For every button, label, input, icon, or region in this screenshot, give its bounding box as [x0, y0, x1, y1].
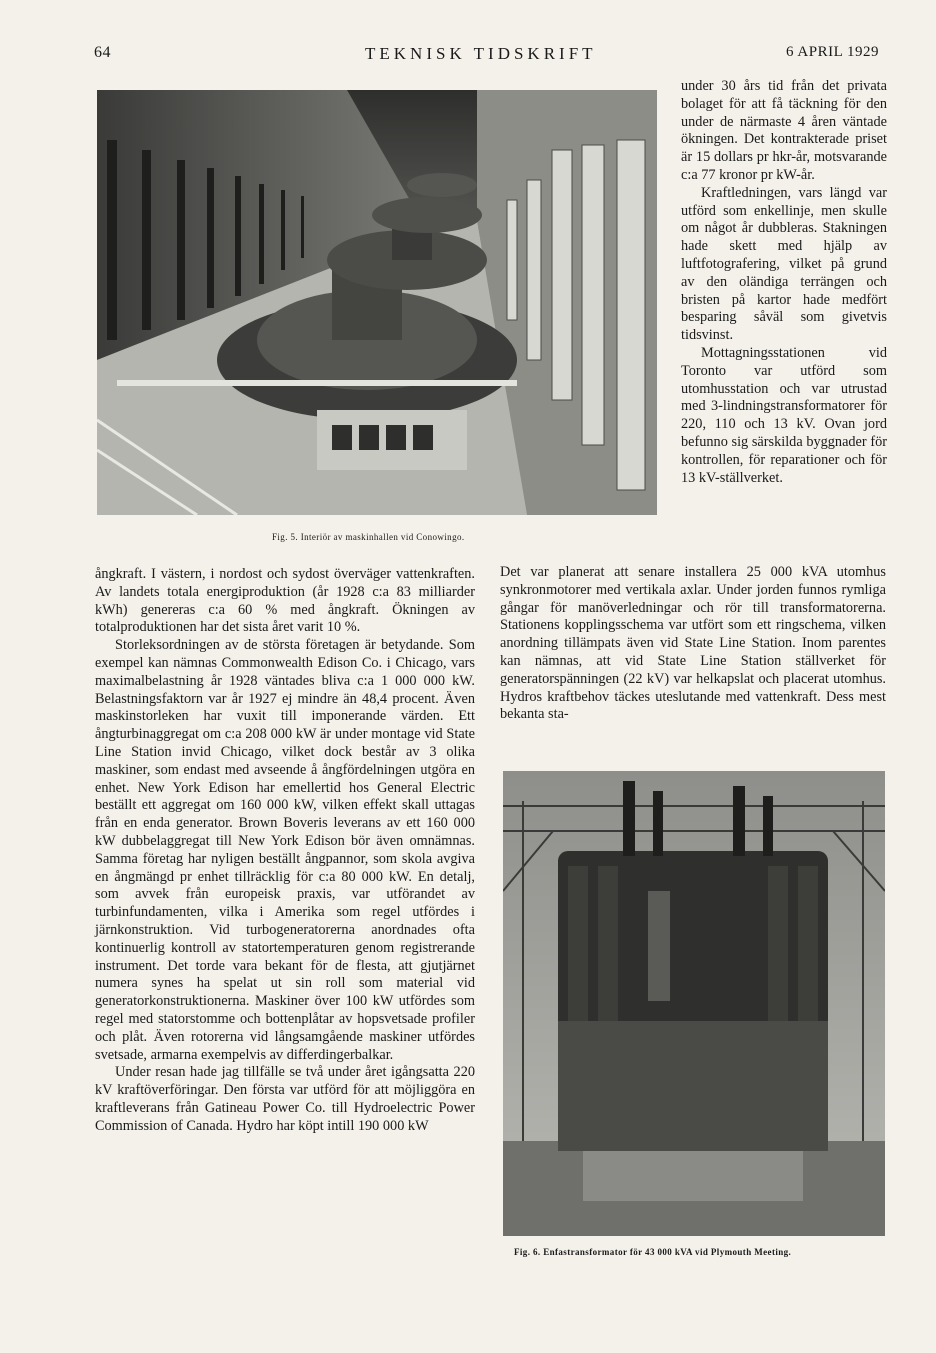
left-column [95, 566, 475, 1136]
paragraph: Under resan hade jag tillfälle se två under året igångsatta 220 kV kraftöverföringar. Den första var utförd för att möjliggöra en kraftleverans från Gatineau Power Co. till Hydroelectric Power Commission of Canada. Hydro har köpt intill 190 000 kW [95, 1064, 475, 1134]
page-number: 64 [94, 44, 111, 61]
figure-6-transformer-photo [503, 771, 885, 1236]
issue-date: 6 APRIL 1929 [786, 44, 879, 60]
paragraph: Kraftledningen, vars längd var utförd som enkellinje, men skulle om något år dubbleras. Stakningen hade skett med hjälp av luftfotografering, vilket på grund av den oländiga terrängen och bristen på kartor hade medfört besparing såväl som givetvis tidsvinst. [681, 184, 887, 344]
figure-6-caption: Fig. 6. Enfastransformator för 43 000 kVA vid Plymouth Meeting. [514, 1247, 792, 1257]
figure-5-machine-hall-photo [97, 90, 657, 515]
paragraph: Mottagningsstationen vid Toronto var utförd som utomhusstation och var utrustad med 3-lindningstransformatorer för 220, 110 och 13 kV. Ovan jord befunno sig särskilda byggnader för kontrollen, för reparationer och för 13 kV-ställverket. [681, 344, 887, 486]
machine-hall-illustration [97, 90, 657, 515]
figure-5-caption: Fig. 5. Interiör av maskinhallen vid Conowingo. [272, 532, 465, 542]
paragraph: Storleksordningen av de största företagen är betydande. Som exempel kan nämnas Commonwealth Edison Co. i Chicago, vars maximalbelastning år 1928 väntades bliva c:a 1 000 000 kW. Belastningsfaktorn var år 1927 ej mindre än 48,4 procent. Även maskinstorleken har vuxit till imponerande värden. Ett ångturbinaggregat om c:a 208 000 kW är under montage vid State Line Station invid Chicago, vilket dock består av 3 olika maskiner, som endast med avseende å ångfördelningen utgöra en enhet. New York Edison har emellertid hos General Electric beställt ett aggregat om 160 000 kW, vilken effekt skall uttagas från en enda generator. Brown Boveris leverans av ett 160 000 kW dubbelaggregat till New York Edison bör även omnämnas. Samma företag har nyligen beställt ångpannor, som skola avgiva en ångmängd pr enhet tillräcklig för c:a 80 000 kW. En detalj, som avvek från europeisk praxis, var utförandet av turbinfundamenten, vilka i Amerika som regel utfördes i järnkonstruktion. Vid turbogeneratorerna anordnades ofta kontinuerlig kontroll av statortemperaturen genom registrerande instrument. Det torde vara bekant för de flesta, att gjutjärnet numera synes ha spelat ut sin roll som material vid generatorkonstruktionerna. Maskiner över 100 kW utfördes som regel med statorstomme och bottenplåtar av hopsvetsade profiler och plåt. Även rotorerna vid långsamgående maskiner utfördes svetsade, armarna exempelvis av differdingerbalkar. [95, 637, 475, 1063]
paragraph: under 30 års tid från det privata bolaget för att få täckning för den under de närmaste 4 åren väntade ökningen. Det kontrakterade priset är 15 dollars pr hkr-år, motsvarande c:a 77 kronor pr kW-år. [681, 78, 887, 183]
transformer-illustration [503, 771, 885, 1236]
journal-title: TEKNISK TIDSKRIFT [365, 44, 597, 63]
right-column-middle [500, 564, 886, 724]
right-column-top [681, 78, 887, 487]
paragraph: Det var planerat att senare installera 25 000 kVA utomhus synkronmotorer med vertikala axlar. Under jorden funnos rymliga gångar för manöverledningar och rör till transformatorerna. Stationens kopplingsschema var utfört som ett ringschema, vilken anordning tillämpats även vid State Line Station. Inom parentes kan nämnas, att vid State Line Station ställverket för generatorspänningen (22 kV) var helkapslat och placerat utomhus. Hydros kraftbehov täckes uteslutande med vattenkraft. Dess mest bekanta sta- [500, 564, 886, 723]
paragraph: ångkraft. I västern, i nordost och sydost överväger vattenkraften. Av landets totala energiproduktion (år 1928 c:a 83 milliarder kWh) genereras c:a 60 % med ångkraft. Ökningen av totalproduktionen har det sista året varit 10 %. [95, 566, 475, 636]
